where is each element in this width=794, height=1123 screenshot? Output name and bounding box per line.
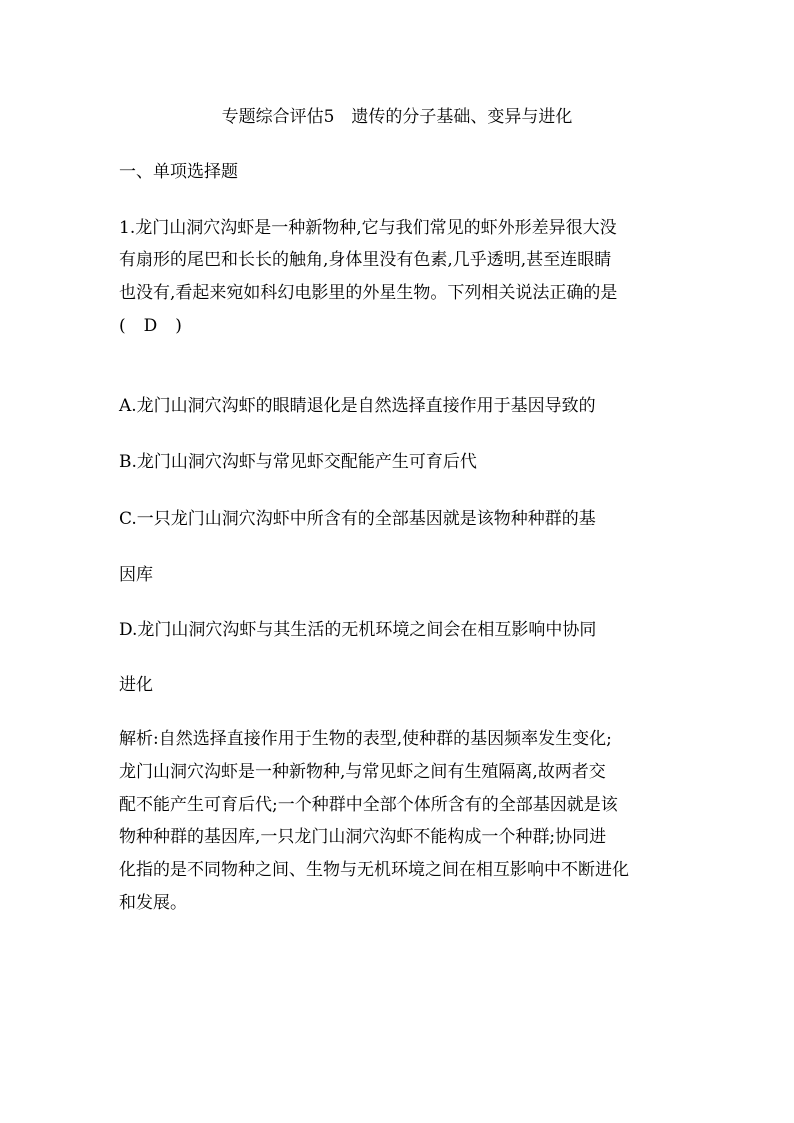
answer-letter: D — [143, 316, 158, 336]
explanation-line-4: 物种种群的基因库,一只龙门山洞穴沟虾不能构成一个种群;协同进 — [119, 827, 607, 847]
question-line-2: 有扇形的尾巴和长长的触角,身体里没有色素,几乎透明,甚至连眼睛 — [119, 250, 612, 270]
explanation-line-3: 配不能产生可育后代;一个种群中全部个体所含有的全部基因就是该 — [119, 795, 618, 815]
option-c-line-2: 因库 — [119, 565, 153, 585]
question-line-1: 1.龙门山洞穴沟虾是一种新物种,它与我们常见的虾外形差异很大没 — [119, 218, 617, 238]
section-heading: 一、单项选择题 — [119, 162, 238, 182]
answer-open-paren: ( — [119, 316, 126, 336]
option-c-line-1: C.一只龙门山洞穴沟虾中所含有的全部基因就是该物种种群的基 — [119, 509, 596, 529]
option-d-line-1: D.龙门山洞穴沟虾与其生活的无机环境之间会在相互影响中协同 — [119, 620, 597, 640]
explanation-line-6: 和发展。 — [119, 893, 187, 913]
explanation-line-1: 解析:自然选择直接作用于生物的表型,使种群的基因频率发生变化; — [119, 729, 612, 749]
answer-close-paren: ) — [175, 316, 182, 336]
page-title: 专题综合评估5 遗传的分子基础、变异与进化 — [221, 107, 573, 127]
explanation-line-2: 龙门山洞穴沟虾是一种新物种,与常见虾之间有生殖隔离,故两者交 — [119, 762, 606, 782]
explanation-line-5: 化指的是不同物种之间、生物与无机环境之间在相互影响中不断进化 — [119, 860, 629, 880]
answer-bracket — [119, 312, 182, 340]
question-line-3: 也没有,看起来宛如科幻电影里的外星生物。下列相关说法正确的是 — [119, 283, 618, 303]
option-d-line-2: 进化 — [119, 675, 153, 695]
option-a: A.龙门山洞穴沟虾的眼睛退化是自然选择直接作用于基因导致的 — [119, 396, 596, 416]
option-b: B.龙门山洞穴沟虾与常见虾交配能产生可育后代 — [119, 452, 477, 472]
